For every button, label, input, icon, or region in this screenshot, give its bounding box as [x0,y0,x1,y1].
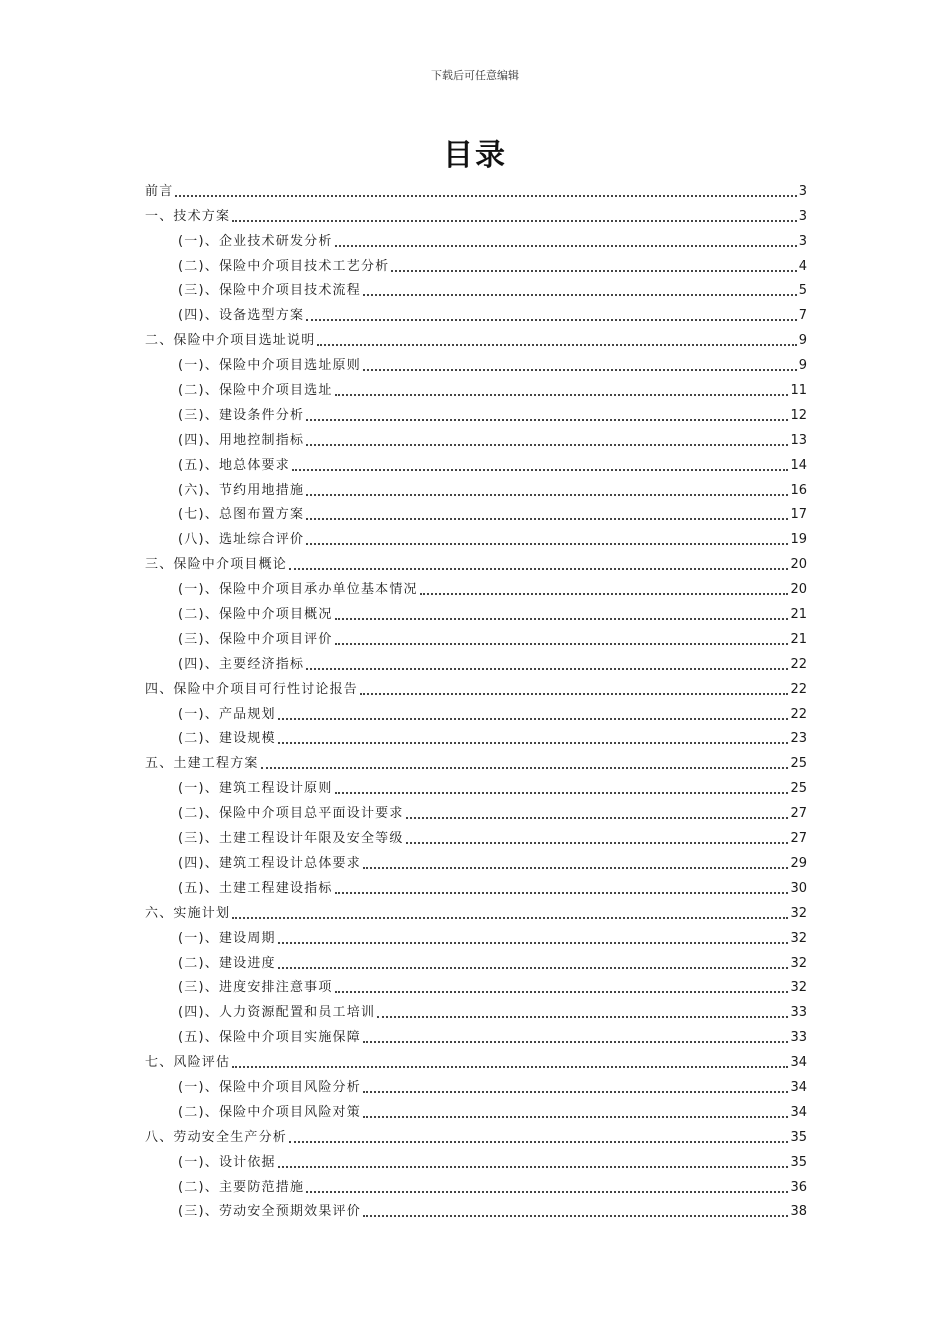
toc-entry-label: (三)、进度安排注意事项 [178,980,333,996]
toc-entry-page-number: 27 [790,831,807,847]
toc-entry[interactable] [145,699,807,724]
toc-entry[interactable] [145,251,807,276]
toc-entry-label: (四)、用地控制指标 [178,432,305,448]
toc-entry-page-number: 3 [798,208,807,224]
toc-entry[interactable] [145,300,807,325]
toc-entry-label: (二)、建设规模 [178,731,276,747]
toc-entry-label: (一)、产品规划 [178,706,276,722]
toc-entry[interactable] [145,1197,807,1222]
toc-entry-page-number: 22 [790,681,807,697]
toc-entry-label: (三)、土建工程设计年限及安全等级 [178,831,404,847]
toc-dot-leader [391,270,796,272]
toc-dot-leader [363,1091,789,1093]
toc-entry[interactable] [145,674,807,699]
toc-entry[interactable] [145,176,807,201]
toc-dot-leader [363,1116,789,1118]
toc-dot-leader [335,991,789,993]
toc-entry[interactable] [145,1047,807,1072]
toc-entry-page-number: 32 [790,955,807,971]
toc-entry[interactable] [145,226,807,251]
toc-entry-label: (一)、建筑工程设计原则 [178,781,333,797]
toc-entry[interactable] [145,1172,807,1197]
toc-entry[interactable] [145,475,807,500]
toc-entry-label: (一)、保险中介项目选址原则 [178,358,361,374]
toc-entry[interactable] [145,748,807,773]
table-of-contents [145,176,807,1221]
toc-entry[interactable] [145,599,807,624]
toc-entry-page-number: 34 [790,1055,807,1071]
toc-dot-leader [363,867,789,869]
toc-entry[interactable] [145,1147,807,1172]
toc-entry-label: (三)、保险中介项目评价 [178,631,333,647]
toc-entry[interactable] [145,400,807,425]
toc-entry[interactable] [145,375,807,400]
toc-entry-page-number: 16 [790,482,807,498]
toc-entry[interactable] [145,823,807,848]
toc-entry-page-number: 21 [790,607,807,623]
toc-dot-leader [278,742,789,744]
toc-dot-leader [363,1215,789,1217]
toc-entry[interactable] [145,773,807,798]
toc-dot-leader [232,917,788,919]
toc-entry-page-number: 35 [790,1154,807,1170]
toc-dot-leader [335,643,789,645]
toc-dot-leader [306,494,788,496]
toc-entry[interactable] [145,425,807,450]
toc-entry[interactable] [145,1122,807,1147]
toc-entry-page-number: 25 [790,756,807,772]
toc-dot-leader [175,195,796,197]
toc-entry-label: (三)、劳动安全预期效果评价 [178,1204,361,1220]
toc-entry-label: (八)、选址综合评价 [178,532,305,548]
toc-entry[interactable] [145,873,807,898]
toc-dot-leader [420,593,789,595]
toc-entry-page-number: 12 [790,407,807,423]
toc-entry-page-number: 32 [790,905,807,921]
toc-entry-label: (七)、总图布置方案 [178,507,305,523]
toc-dot-leader [335,394,789,396]
toc-entry-page-number: 17 [790,507,807,523]
toc-dot-leader [335,618,789,620]
toc-entry-page-number: 25 [790,781,807,797]
toc-entry-page-number: 22 [790,656,807,672]
toc-entry[interactable] [145,350,807,375]
toc-entry-label: (一)、保险中介项目承办单位基本情况 [178,582,418,598]
toc-entry-label: (四)、设备选型方案 [178,308,305,324]
toc-entry[interactable] [145,649,807,674]
toc-entry-page-number: 27 [790,806,807,822]
toc-dot-leader [306,1191,788,1193]
toc-entry-label: (五)、土建工程建设指标 [178,880,333,896]
toc-dot-leader [232,220,797,222]
toc-entry[interactable] [145,848,807,873]
toc-dot-leader [406,842,789,844]
toc-entry-label: 一、技术方案 [145,208,231,224]
toc-entry-page-number: 13 [790,432,807,448]
toc-entry-label: (五)、保险中介项目实施保障 [178,1030,361,1046]
toc-entry-label: 五、土建工程方案 [145,756,259,772]
toc-entry[interactable] [145,1022,807,1047]
toc-entry[interactable] [145,798,807,823]
toc-entry-label: 七、风险评估 [145,1055,231,1071]
toc-entry-label: 前言 [145,183,174,199]
toc-entry[interactable] [145,724,807,749]
toc-entry-label: 六、实施计划 [145,905,231,921]
toc-entry-label: (四)、人力资源配置和员工培训 [178,1005,376,1021]
toc-entry-page-number: 9 [798,358,807,374]
toc-entry-label: (五)、地总体要求 [178,457,290,473]
toc-dot-leader [335,792,789,794]
toc-entry[interactable] [145,948,807,973]
toc-entry-label: (一)、保险中介项目风险分析 [178,1079,361,1095]
toc-dot-leader [306,668,788,670]
toc-entry-label: (四)、建筑工程设计总体要求 [178,855,361,871]
toc-dot-leader [278,967,789,969]
toc-entry[interactable] [145,201,807,226]
toc-dot-leader [289,1141,788,1143]
page-title: 目录 [443,138,507,173]
toc-entry-label: (二)、保险中介项目风险对策 [178,1104,361,1120]
toc-entry-label: (二)、保险中介项目概况 [178,607,333,623]
toc-entry-page-number: 33 [790,1030,807,1046]
toc-dot-leader [289,568,788,570]
toc-dot-leader [232,1066,788,1068]
toc-dot-leader [306,319,797,321]
toc-entry-label: (二)、建设进度 [178,955,276,971]
toc-entry-page-number: 11 [790,383,807,399]
toc-dot-leader [335,892,789,894]
toc-dot-leader [363,369,797,371]
toc-entry-page-number: 33 [790,1005,807,1021]
toc-entry[interactable] [145,1072,807,1097]
toc-entry[interactable] [145,325,807,350]
toc-dot-leader [363,294,797,296]
toc-entry-label: (三)、建设条件分析 [178,407,305,423]
toc-entry-page-number: 30 [790,880,807,896]
toc-entry-label: (三)、保险中介项目技术流程 [178,283,361,299]
toc-entry-page-number: 34 [790,1079,807,1095]
toc-entry-label: 二、保险中介项目选址说明 [145,333,316,349]
toc-entry-page-number: 29 [790,855,807,871]
toc-entry-label: (六)、节约用地措施 [178,482,305,498]
toc-dot-leader [360,693,788,695]
toc-entry[interactable] [145,624,807,649]
toc-entry-page-number: 5 [798,283,807,299]
toc-entry-page-number: 23 [790,731,807,747]
toc-entry-page-number: 7 [798,308,807,324]
toc-entry-label: (二)、主要防范措施 [178,1179,305,1195]
toc-entry[interactable] [145,923,807,948]
toc-entry-page-number: 22 [790,706,807,722]
toc-dot-leader [406,817,789,819]
toc-dot-leader [363,1041,789,1043]
toc-entry-label: 四、保险中介项目可行性讨论报告 [145,681,359,697]
toc-entry-label: (二)、保险中介项目总平面设计要求 [178,806,404,822]
toc-entry[interactable] [145,276,807,301]
toc-entry-page-number: 21 [790,631,807,647]
toc-entry[interactable] [145,549,807,574]
toc-entry[interactable] [145,973,807,998]
toc-entry-page-number: 4 [798,258,807,274]
toc-entry[interactable] [145,898,807,923]
toc-entry-page-number: 35 [790,1129,807,1145]
toc-dot-leader [306,518,788,520]
toc-dot-leader [278,718,789,720]
toc-dot-leader [278,942,789,944]
toc-dot-leader [306,444,788,446]
toc-entry-page-number: 38 [790,1204,807,1220]
toc-entry-label: (二)、保险中介项目选址 [178,383,333,399]
toc-entry[interactable] [145,997,807,1022]
toc-entry-page-number: 32 [790,930,807,946]
toc-dot-leader [278,1166,789,1168]
page-header: 下载后可任意编辑 [431,69,519,82]
toc-dot-leader [317,344,796,346]
toc-entry[interactable] [145,450,807,475]
toc-entry-page-number: 19 [790,532,807,548]
toc-entry-page-number: 3 [798,233,807,249]
toc-dot-leader [306,419,788,421]
toc-entry-page-number: 9 [798,333,807,349]
toc-entry-label: (一)、建设周期 [178,930,276,946]
toc-entry-label: (一)、企业技术研发分析 [178,233,333,249]
toc-entry[interactable] [145,1097,807,1122]
toc-entry-page-number: 20 [790,582,807,598]
toc-entry-label: (四)、主要经济指标 [178,656,305,672]
toc-entry-page-number: 32 [790,980,807,996]
toc-entry-label: 八、劳动安全生产分析 [145,1129,288,1145]
toc-entry-page-number: 14 [790,457,807,473]
toc-entry-label: (一)、设计依据 [178,1154,276,1170]
toc-entry-label: (二)、保险中介项目技术工艺分析 [178,258,390,274]
toc-entry-page-number: 3 [798,183,807,199]
toc-dot-leader [261,767,789,769]
toc-dot-leader [335,245,797,247]
toc-entry[interactable] [145,500,807,525]
toc-entry[interactable] [145,574,807,599]
toc-entry-label: 三、保险中介项目概论 [145,557,288,573]
toc-entry-page-number: 34 [790,1104,807,1120]
toc-dot-leader [292,469,789,471]
toc-dot-leader [377,1016,788,1018]
toc-dot-leader [306,543,788,545]
toc-entry-page-number: 20 [790,557,807,573]
toc-entry[interactable] [145,524,807,549]
toc-entry-page-number: 36 [790,1179,807,1195]
